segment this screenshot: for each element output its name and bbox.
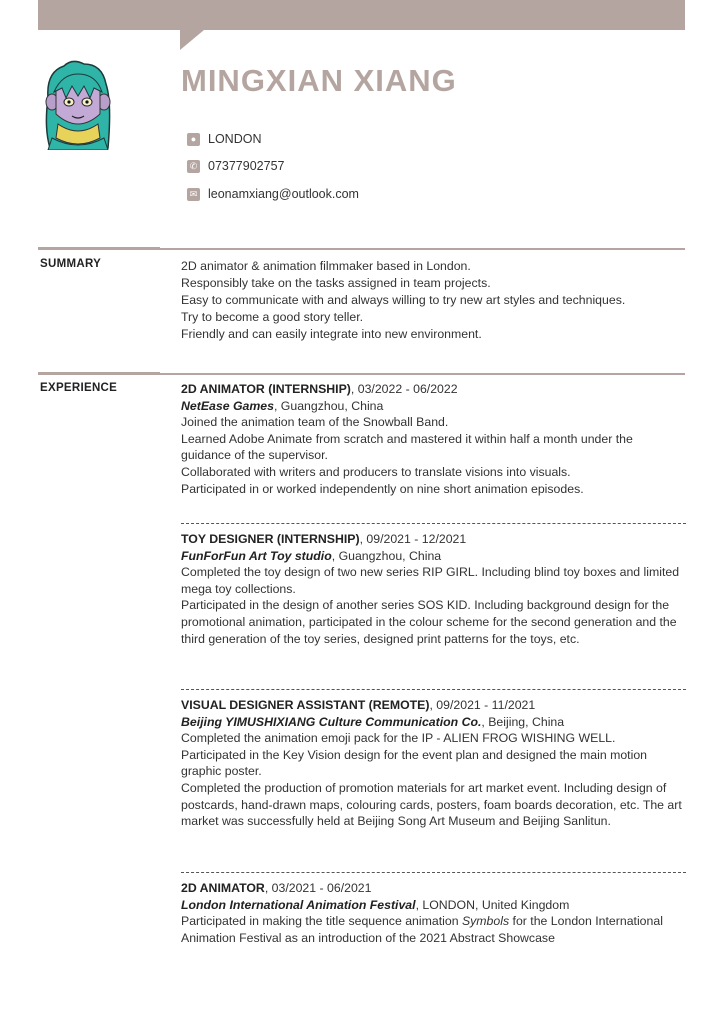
summary-line: Try to become a good story teller. (181, 310, 364, 324)
job-employer (181, 714, 686, 731)
contact-phone-text: 07377902757 (208, 159, 285, 173)
experience-divider (160, 373, 685, 375)
job-line: Participated in the Key Vision design for the event plan and designed the main motion graphic poster. (181, 747, 647, 779)
job-employer (181, 398, 686, 415)
contact-phone (187, 157, 284, 175)
company-name: London International Animation Festival (181, 897, 416, 912)
company-location: , LONDON, United Kingdom (415, 897, 570, 912)
job-line-emphasis: Symbols (461, 914, 510, 929)
summary-line: Easy to communicate with and always willing to try new art styles and techniques. (181, 293, 626, 307)
job-dates: , 03/2021 - 06/2021 (264, 881, 372, 895)
company-name: Beijing YIMUSHIXIANG Culture Communication Co. (181, 714, 482, 729)
contact-email-text[interactable]: leonamxiang@outlook.com (208, 187, 359, 201)
company-name: FunForFun Art Toy studio (181, 548, 332, 563)
summary-line: Responsibly take on the tasks assigned in team projects. (181, 276, 491, 290)
summary-divider (160, 248, 685, 250)
experience-label: EXPERIENCE (40, 382, 118, 394)
company-location: , Beijing, China (481, 714, 565, 729)
job-line: Completed the production of promotion materials for art market event. Including design of postcards, hand-drawn maps, colouring cards, posters, foam boards decoration, etc. The art market was successfully held at Beijing Song Art Museum and Beijing Sanlitun. (181, 780, 682, 829)
header-bar (38, 0, 685, 30)
job-line: Completed the toy design of two new series RIP GIRL. Including blind toy boxes and limited mega toy collections. (181, 565, 680, 596)
job-title: 2D ANIMATOR (INTERNSHIP) (181, 382, 351, 396)
job-line-post: for the London International Animation Festival as an introduction of the 2021 Abstract Showcase (181, 914, 663, 945)
company-name: NetEase Games (181, 398, 274, 413)
job-dates: , 03/2022 - 06/2022 (350, 382, 458, 396)
location-icon: ● (187, 133, 200, 146)
phone-icon: ✆ (187, 160, 200, 173)
job-title: TOY DESIGNER (INTERNSHIP) (181, 532, 360, 546)
summary-text (181, 258, 686, 343)
job-separator (181, 689, 686, 690)
job-line (181, 913, 686, 946)
job-entry (181, 880, 686, 946)
company-location: , Guangzhou, China (273, 398, 384, 413)
header-bar-notch (180, 30, 204, 50)
job-line: Learned Adobe Animate from scratch and mastered it within half a month under the guidance of the supervisor. (181, 431, 633, 463)
summary-label: SUMMARY (40, 258, 102, 270)
company-location: , Guangzhou, China (331, 548, 442, 563)
summary-divider-accent (38, 247, 160, 250)
contact-location-text: LONDON (208, 132, 262, 146)
job-line: Collaborated with writers and producers to translate visions into visuals. (181, 464, 571, 479)
job-line: Participated in or worked independently on nine short animation episodes. (181, 481, 584, 496)
job-heading (181, 697, 686, 714)
job-line: Participated in the design of another series SOS KID. Including background design for the promotional animation, participated in the colour scheme for the second generation and the third generation of the toy series, designed print patterns for the toys, etc. (181, 598, 677, 646)
job-heading (181, 381, 686, 398)
job-title: VISUAL DESIGNER ASSISTANT (REMOTE) (181, 698, 430, 712)
job-line: Joined the animation team of the Snowball Band. (181, 415, 449, 430)
contact-email (187, 185, 359, 203)
job-heading (181, 531, 686, 548)
summary-line: 2D animator & animation filmmaker based in London. (181, 259, 471, 273)
job-title: 2D ANIMATOR (181, 881, 265, 895)
job-separator (181, 872, 686, 873)
experience-divider-accent (38, 372, 160, 375)
job-dates: , 09/2021 - 12/2021 (359, 532, 467, 546)
job-separator (181, 523, 686, 524)
job-dates: , 09/2021 - 11/2021 (429, 698, 536, 712)
job-employer (181, 897, 686, 914)
job-employer (181, 548, 686, 565)
job-entry (181, 531, 686, 647)
contact-location (187, 130, 261, 148)
job-entry (181, 697, 686, 830)
job-entry (181, 381, 686, 497)
summary-line: Friendly and can easily integrate into new environment. (181, 327, 482, 341)
job-heading (181, 880, 686, 897)
avatar (42, 58, 114, 150)
candidate-name: MINGXIAN XIANG (181, 63, 457, 98)
job-line-pre: Participated in making the title sequence animation (181, 914, 462, 929)
email-icon: ✉ (187, 188, 200, 201)
job-line: Completed the animation emoji pack for the IP - ALIEN FROG WISHING WELL. (181, 731, 616, 746)
